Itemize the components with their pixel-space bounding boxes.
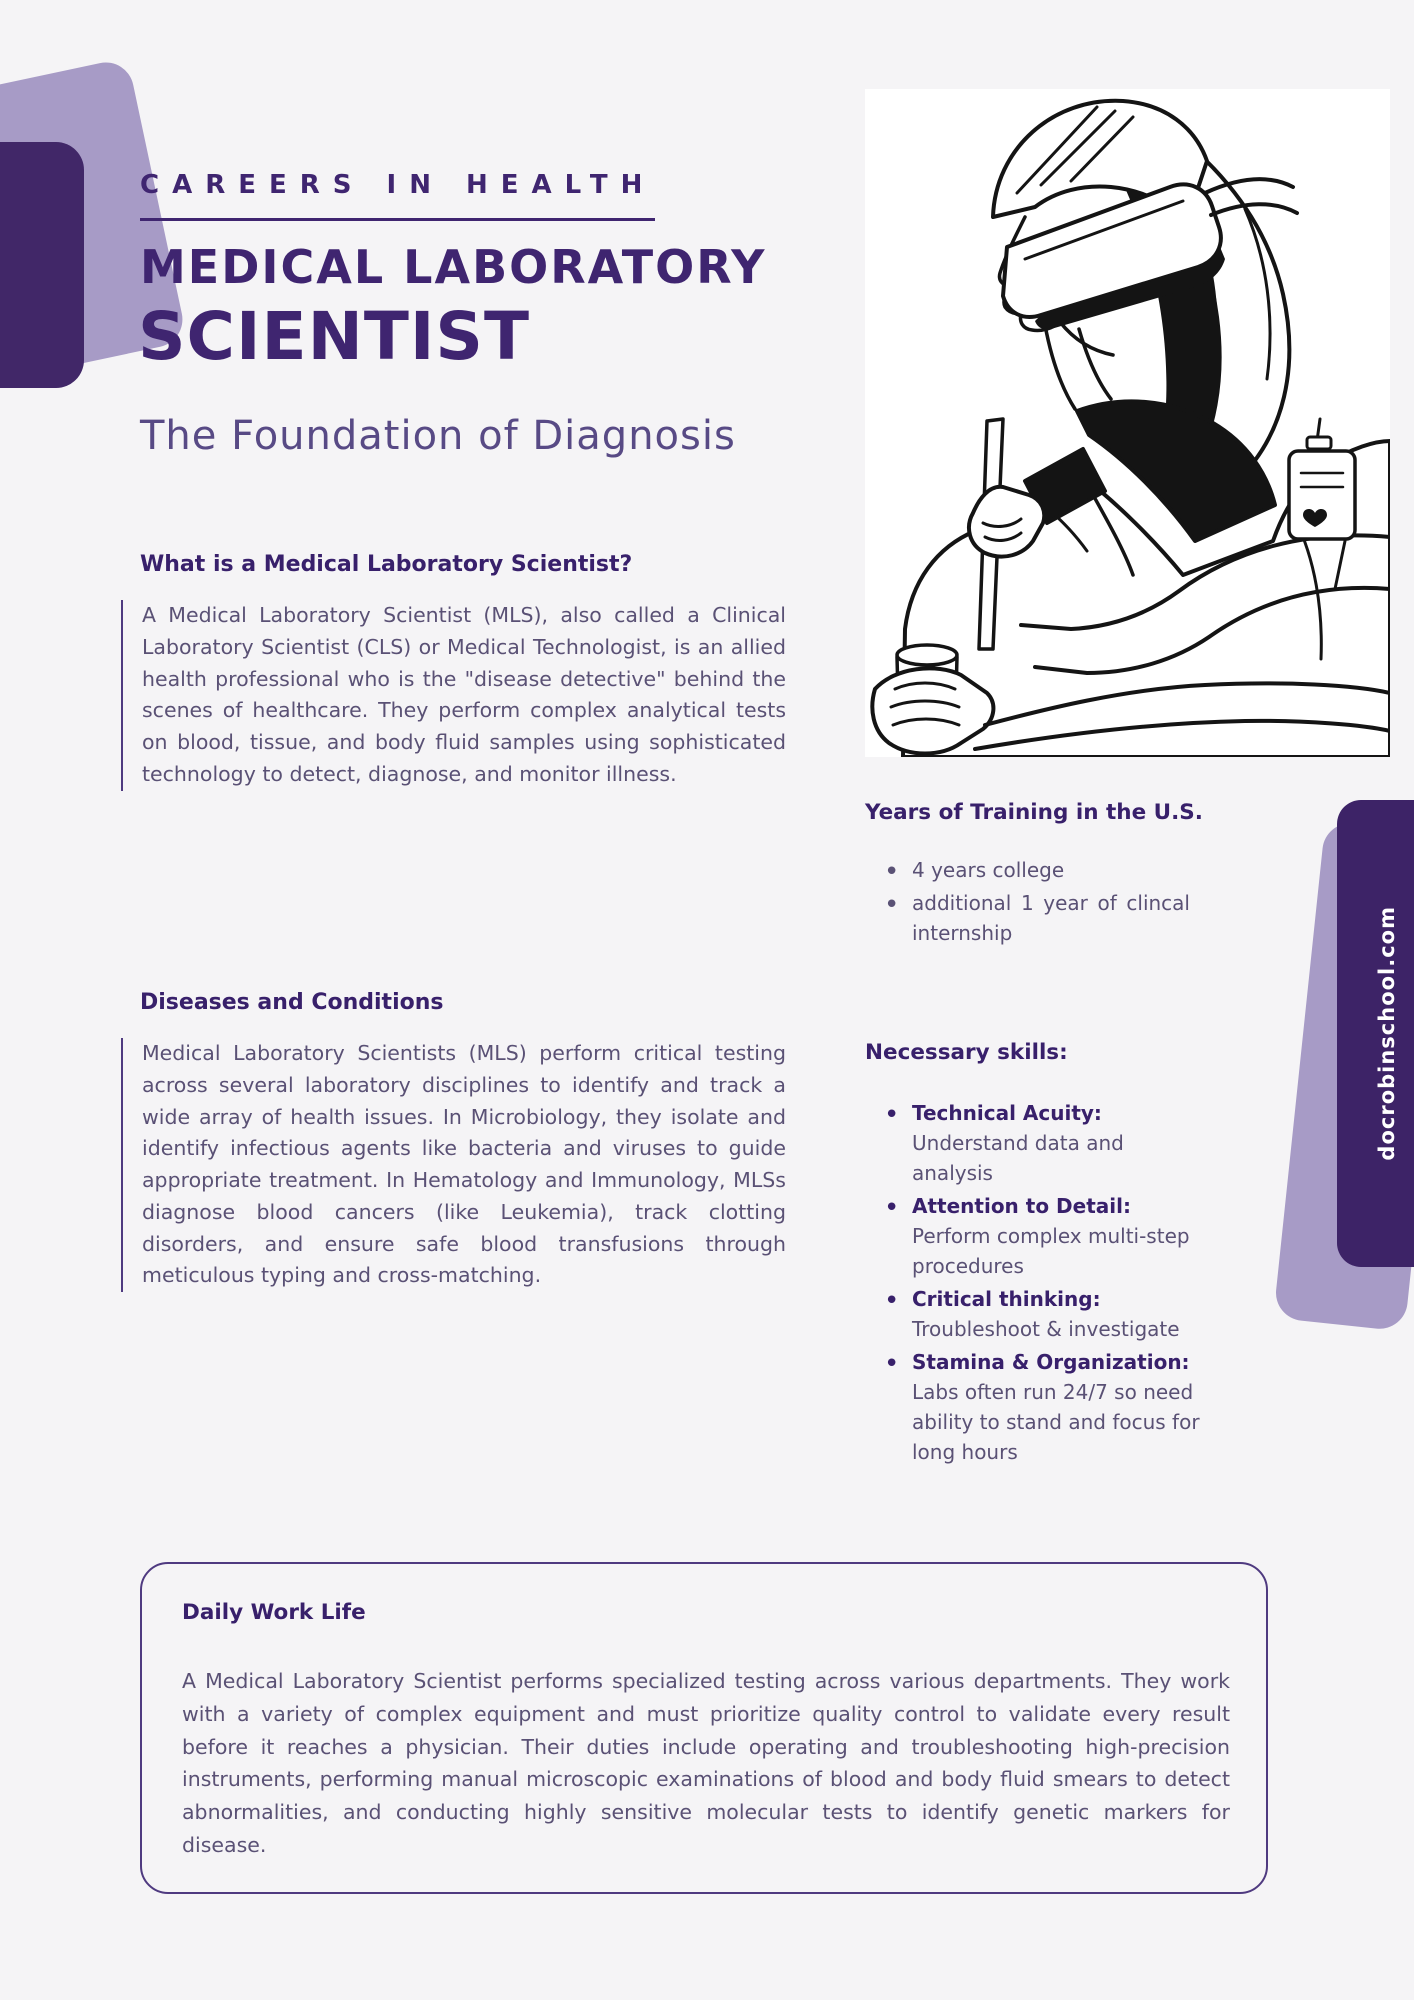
scientist-illustration	[865, 89, 1390, 757]
daily-paragraph: A Medical Laboratory Scientist performs specialized testing across various departments. They work with a variety of complex equipment and must prioritize quality control to validate every result before it reaches a physician. Their duties include operating and troubleshooting high-precision instruments, performing manual microscopic examinations of blood and body fluid smears to detect abnormalities, and conducting highly sensitive molecular tests to identify genetic markers for disease.	[182, 1669, 1230, 1857]
what-is-paragraph: A Medical Laboratory Scientist (MLS), also called a Clinical Laboratory Scientist (CLS) or Medical Technologist, is an allied health professional who is the "disease detective" behind the scenes of healthcare. They perform complex analytical tests on blood, tissue, and body fluid samples using sophisticated technology to detect, diagnose, and monitor illness.	[121, 600, 786, 791]
id-badge	[1289, 419, 1355, 539]
website-url: docrobinschool.com	[1375, 906, 1399, 1161]
eyebrow-title: CAREERS IN HEALTH	[140, 170, 655, 221]
training-item: • 4 years college	[880, 855, 1190, 885]
training-item: • additional 1 year of clincal internship	[880, 888, 1190, 948]
skill-label: Stamina & Organization:	[912, 1350, 1190, 1374]
skill-item	[880, 1347, 1210, 1467]
skill-text: Understand data and analysis	[912, 1131, 1124, 1185]
daily-work-life-card	[140, 1562, 1268, 1894]
skill-item	[880, 1284, 1210, 1344]
training-list	[880, 855, 1190, 951]
skill-item	[880, 1191, 1210, 1281]
training-heading: Years of Training in the U.S.	[865, 800, 1203, 825]
main-title-line2: SCIENTIST	[138, 298, 530, 375]
skills-list	[880, 1098, 1210, 1470]
what-is-heading: What is a Medical Laboratory Scientist?	[140, 552, 633, 577]
deco-top-left-dark	[0, 142, 84, 388]
skill-label: Attention to Detail:	[912, 1194, 1131, 1218]
skill-text: Labs often run 24/7 so need ability to stand and focus for long hours	[912, 1380, 1200, 1464]
daily-heading: Daily Work Life	[182, 1600, 366, 1625]
website-tab	[1337, 800, 1414, 1267]
diseases-heading: Diseases and Conditions	[140, 990, 444, 1015]
skills-heading: Necessary skills:	[865, 1040, 1068, 1065]
skill-label: Technical Acuity:	[912, 1101, 1102, 1125]
skill-label: Critical thinking:	[912, 1287, 1101, 1311]
skill-item	[880, 1098, 1210, 1188]
skill-text: Troubleshoot & investigate	[912, 1317, 1180, 1341]
skill-text: Perform complex multi-step procedures	[912, 1224, 1190, 1278]
diseases-paragraph: Medical Laboratory Scientists (MLS) perform critical testing across several laboratory disciplines to identify and track a wide array of health issues. In Microbiology, they isolate and identify infectious agents like bacteria and viruses to guide appropriate treatment. In Hematology and Immunology, MLSs diagnose blood cancers (like Leukemia), track clotting disorders, and ensure safe blood transfusions through meticulous typing and cross-matching.	[121, 1038, 786, 1292]
main-title-line1: MEDICAL LABORATORY	[140, 240, 767, 294]
page-subtitle: The Foundation of Diagnosis	[140, 413, 736, 459]
